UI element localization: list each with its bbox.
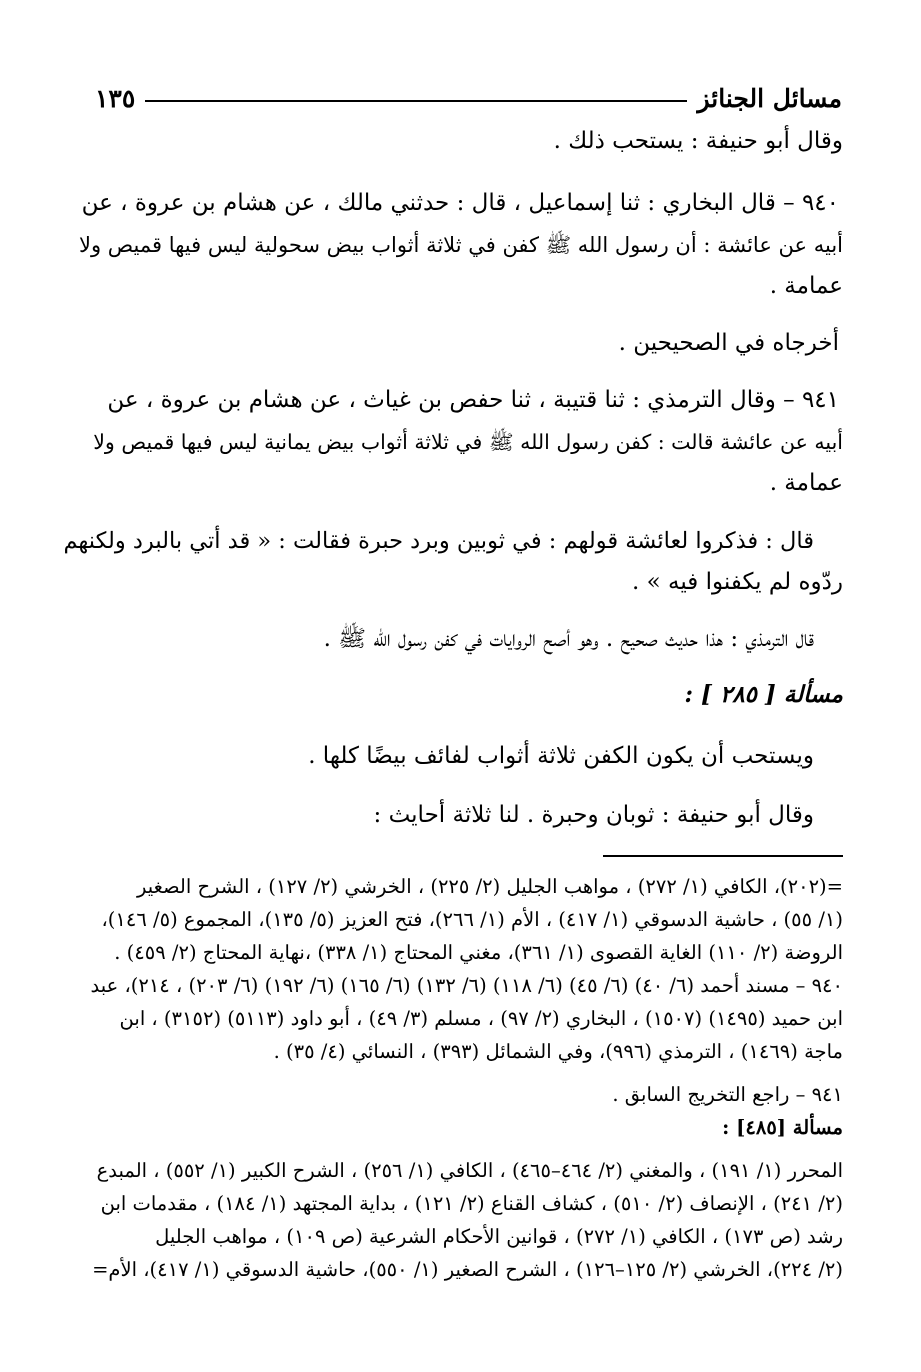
text-line: وقال أبو حنيفة : ثوبان وحبرة . لنا ثلاثة أحايث :	[373, 802, 814, 828]
text-line: ردّوه لم يكفنوا فيه » .	[632, 569, 843, 595]
footnote-line: (٢/ ٢٤١) ، الإنصاف (٢/ ٥١٠) ، كشاف القناع (٢/ ١٢١) ، بداية المجتهد (١/ ١٨٤) ، مقدمات ابن	[100, 1192, 843, 1215]
hadith-940-line-2: أبيه عن عائشة : أن رسول الله ﷺ كفن في ثلاثة أثواب بيض سحولية ليس فيها قميص ولا	[78, 233, 843, 257]
footnote-line: ابن حميد (١٤٩٥) (١٥٠٧) ، البخاري (٢/ ٩٧) ، مسلم (٣/ ٤٩) ، أبو داود (٥١١٣) (٣١٥٢) ، ابن	[119, 1007, 843, 1030]
hadith-940-line-3: عمامة .	[769, 273, 843, 299]
hadith-941-line-1: ٩٤١ – وقال الترمذي : ثنا قتيبة ، ثنا حفص بن غياث ، عن هشام بن عروة ، عن	[107, 387, 839, 413]
footnote-line: (١/ ٥٥) ، حاشية الدسوقي (١/ ٤١٧) ، الأم (١/ ٢٦٦)، فتح العزيز (٥/ ١٣٥)، المجموع (٥/ ١٤٦)،	[101, 908, 843, 931]
header-rule	[145, 100, 687, 102]
footnote-line: ماجة (١٤٦٩) ، الترمذي (٩٩٦)، وفي الشمائل (٣٩٣) ، النسائي (٤/ ٣٥) .	[273, 1040, 843, 1063]
footnote-line: ٩٤٠ – مسند أحمد (٦/ ٤٠) (٦/ ٤٥) (٦/ ١١٨) (٦/ ١٣٢) (٦/ ١٦٥) (٦/ ١٩٢) (٦/ ٢٠٣) ، ٢١٤)، عبد	[90, 974, 843, 997]
text-line: قال الترمذي : هذا حديث صحيح . وهو أصح الروايات في كفن رسول الله ﷺ .	[323, 626, 814, 652]
page-number: ١٣٥	[95, 83, 136, 113]
text-line: وقال أبو حنيفة : يستحب ذلك .	[553, 128, 843, 154]
footnote-line: (٢/ ٢٢٤)، الخرشي (٢/ ١٢٥–١٢٦) ، الشرح الصغير (١/ ٥٥٠)، حاشية الدسوقي (١/ ٤١٧)، الأم=	[92, 1258, 843, 1281]
footnote-heading: مسألة [٤٨٥] :	[722, 1116, 843, 1139]
footnote-line: ٩٤١ – راجع التخريج السابق .	[612, 1083, 843, 1106]
section-heading: مسألة [ ٢٨٥ ] :	[684, 681, 843, 708]
footnote-line: رشد (ص ١٧٣) ، الكافي (١/ ٢٧٢) ، قوانين الأحكام الشرعية (ص ١٠٩) ، مواهب الجليل	[155, 1225, 843, 1248]
footnote-rule	[603, 855, 843, 857]
hadith-941-line-2: أبيه عن عائشة قالت : كفن رسول الله ﷺ في ثلاثة أثواب بيض يمانية ليس فيها قميص ولا	[93, 430, 843, 454]
footnote-line: =(٢٠٢)، الكافي (١/ ٢٧٢) ، مواهب الجليل (٢/ ٢٢٥) ، الخرشي (٢/ ١٢٧) ، الشرح الصغير	[136, 875, 843, 898]
running-title: مسائل الجنائز	[697, 83, 842, 113]
footnote-line: الروضة (٢/ ١١٠) الغاية القصوى (١/ ٣٦١)، مغني المحتاج (١/ ٣٣٨) ،نهاية المحتاج (٢/ ٤٥٩) .	[114, 941, 843, 964]
hadith-941-line-3: عمامة .	[769, 470, 843, 496]
text-line: قال : فذكروا لعائشة قولهم : في ثوبين وبرد حبرة فقالت : « قد أتي بالبرد ولكنهم	[63, 528, 814, 554]
text-line: ويستحب أن يكون الكفن ثلاثة أثواب لفائف بيضًا كلها .	[308, 743, 814, 769]
hadith-940-line-1: ٩٤٠ – قال البخاري : ثنا إسماعيل ، قال : حدثني مالك ، عن هشام بن عروة ، عن	[81, 190, 839, 216]
text-line: أخرجاه في الصحيحين .	[618, 330, 839, 356]
page-header	[95, 78, 842, 118]
footnote-line: المحرر (١/ ١٩١) ، والمغني (٢/ ٤٦٤–٤٦٥) ، الكافي (١/ ٢٥٦) ، الشرح الكبير (١/ ٥٥٢) ، المبدع	[96, 1159, 843, 1182]
